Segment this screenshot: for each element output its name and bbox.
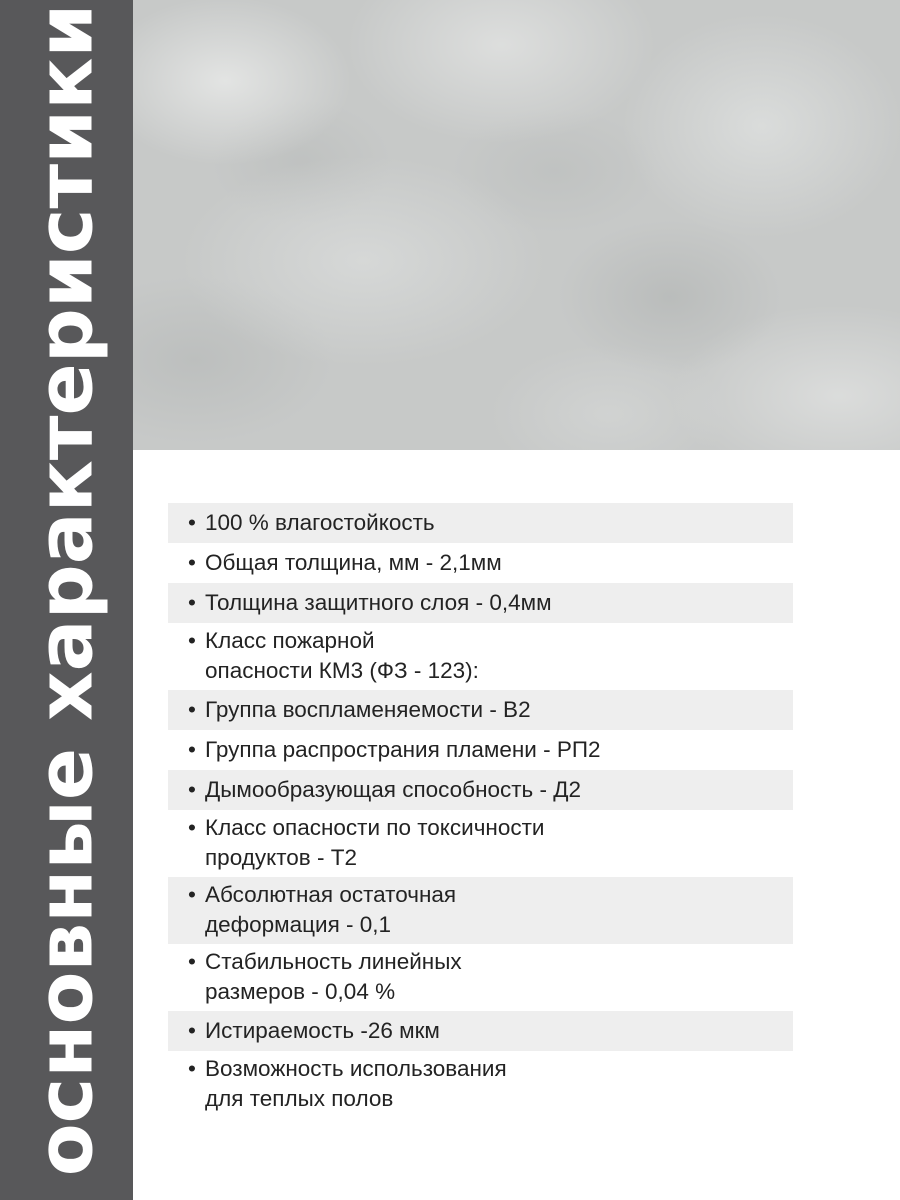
spec-item [168, 1011, 793, 1051]
bullet-icon: • [188, 777, 196, 802]
bullet-icon: • [188, 510, 196, 535]
spec-list [168, 503, 793, 1115]
spec-text: Класс опасности по токсичности продуктов - Т2 [205, 815, 545, 870]
spec-text: Возможность использования для теплых полов [205, 1056, 507, 1111]
spec-text: Истираемость -26 мкм [205, 1018, 440, 1043]
spec-item [168, 730, 793, 770]
spec-item [168, 770, 793, 810]
bullet-icon: • [188, 1018, 196, 1043]
spec-text: Дымообразующая способность - Д2 [205, 777, 582, 802]
bullet-icon: • [188, 628, 196, 653]
spec-text: Абсолютная остаточная деформация - 0,1 [205, 882, 457, 937]
sidebar-band [0, 0, 133, 1200]
spec-item [168, 877, 793, 944]
spec-text: Стабильность линейных размеров - 0,04 % [205, 949, 462, 1004]
bullet-icon: • [188, 1056, 196, 1081]
spec-text: Толщина защитного слоя - 0,4мм [205, 590, 552, 615]
bullet-icon: • [188, 882, 196, 907]
spec-text: Группа воспламеняемости - В2 [205, 697, 531, 722]
spec-item [168, 690, 793, 730]
spec-item [168, 583, 793, 623]
bullet-icon: • [188, 815, 196, 840]
texture-sample-image [133, 0, 900, 450]
spec-item [168, 543, 793, 583]
bullet-icon: • [188, 550, 196, 575]
bullet-icon: • [188, 949, 196, 974]
spec-text: 100 % влагостойкость [205, 510, 435, 535]
spec-text: Класс пожарной опасности КМ3 (ФЗ - 123): [205, 628, 479, 683]
spec-item [168, 1051, 793, 1115]
bullet-icon: • [188, 737, 196, 762]
spec-item [168, 810, 793, 877]
spec-text: Общая толщина, мм - 2,1мм [205, 550, 502, 575]
vertical-title: основные характеристики [21, 3, 111, 1177]
spec-item [168, 623, 793, 690]
bullet-icon: • [188, 697, 196, 722]
spec-item [168, 503, 793, 543]
bullet-icon: • [188, 590, 196, 615]
spec-text: Группа распространия пламени - РП2 [205, 737, 601, 762]
spec-item [168, 944, 793, 1011]
